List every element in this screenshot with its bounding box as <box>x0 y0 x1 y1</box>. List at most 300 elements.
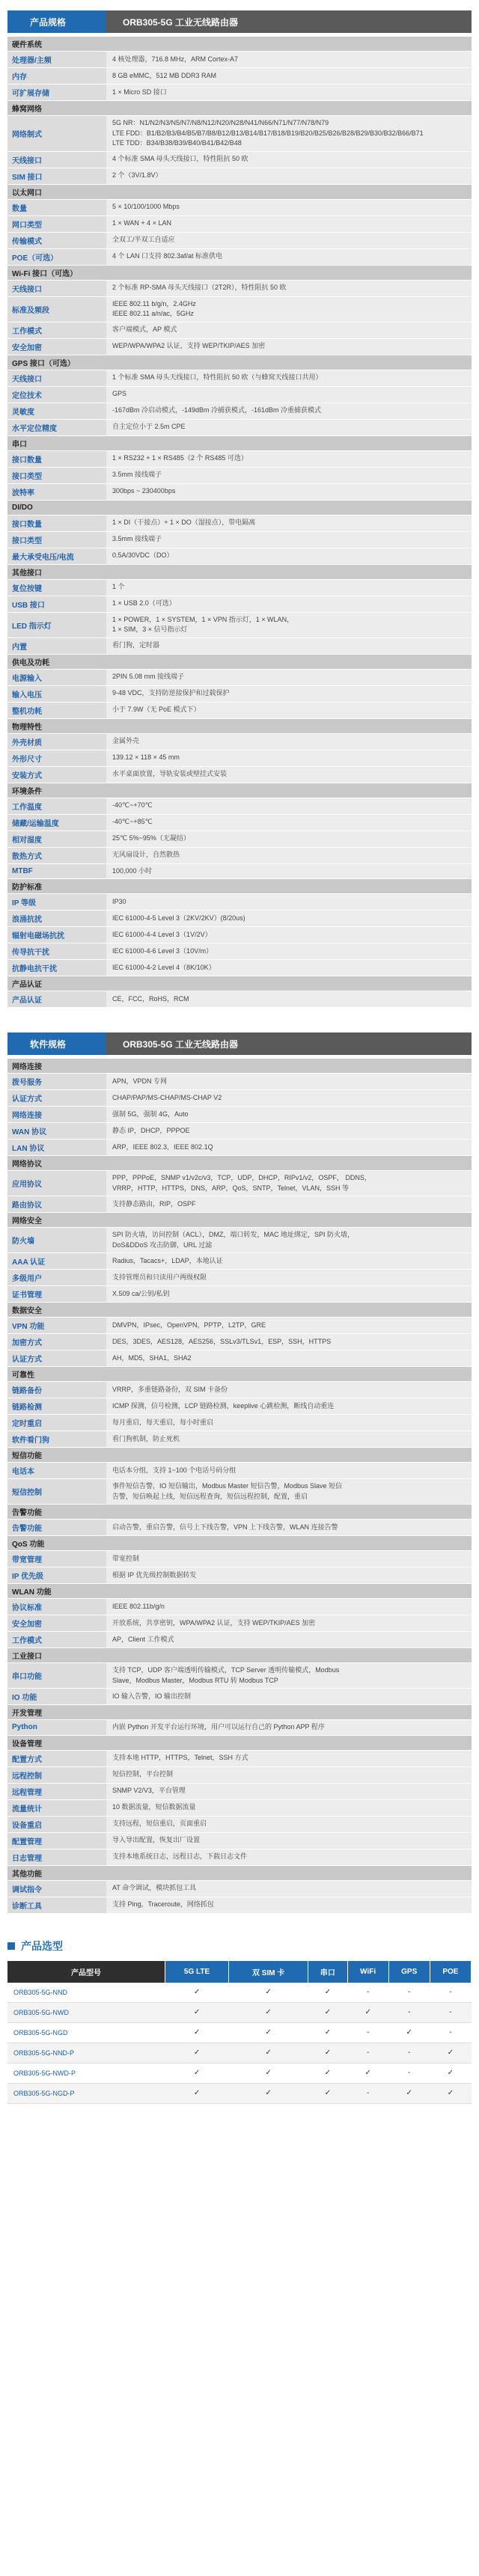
spec-value-text: 300bps ~ 230400bps <box>112 487 176 495</box>
spec-key: AAA 认证 <box>7 1253 106 1269</box>
spec-value <box>106 1663 472 1688</box>
section-header: QoS 功能 <box>7 1535 472 1550</box>
spec-value <box>106 281 472 296</box>
spec-row <box>7 1598 472 1615</box>
spec-value <box>106 638 472 654</box>
section-header: 防护标准 <box>7 878 472 893</box>
hardware-banner-label: 产品规格 <box>7 10 106 33</box>
spec-row <box>7 669 472 685</box>
spec-value-text: 带宽控制 <box>112 1554 140 1562</box>
spec-value-text: 支持本地系统日志，远程日志，下载日志文件 <box>112 1853 248 1861</box>
spec-row <box>7 910 472 926</box>
spec-row <box>7 1750 472 1766</box>
spec-value-text: 支持 Ping，Traceroute，网络抓包 <box>112 1900 214 1909</box>
feature-cell: - <box>347 2022 388 2043</box>
spec-value <box>106 403 472 419</box>
spec-value <box>106 1567 472 1583</box>
spec-value-text: 静态 IP，DHCP，PPPOE <box>112 1126 190 1134</box>
spec-key: WAN 协议 <box>7 1123 106 1139</box>
section-header: WLAN 功能 <box>7 1583 472 1598</box>
spec-value-text: IO 输入告警，IO 输出控制 <box>112 1692 192 1700</box>
spec-row <box>7 1897 472 1913</box>
feature-cell: - <box>388 2043 430 2063</box>
spec-key: 多级用户 <box>7 1270 106 1285</box>
spec-row <box>7 1832 472 1849</box>
spec-row <box>7 1170 472 1196</box>
section-header: 设备管理 <box>7 1735 472 1750</box>
spec-value <box>106 1689 472 1704</box>
spec-row <box>7 1196 472 1212</box>
spec-value-text: IEC 61000-4-2 Level 4（8K/10K） <box>112 963 216 971</box>
spec-key: 定位技术 <box>7 387 106 403</box>
selection-column-header: GPS <box>388 1961 430 1983</box>
spec-value-text: DES，3DES，AES128，AES256，SSLv3/TLSv1，ESP，SSH，HTTPS <box>112 1337 332 1345</box>
selection-row <box>7 1983 472 2003</box>
spec-row <box>7 750 472 766</box>
spec-key: 水平定位精度 <box>7 420 106 435</box>
spec-row <box>7 1550 472 1567</box>
spec-key: 设备重启 <box>7 1817 106 1832</box>
spec-value <box>106 68 472 84</box>
section-header: 物理特性 <box>7 718 472 733</box>
spec-value-text: 支持本地 HTTP，HTTPS，Telnet，SSH 方式 <box>112 1754 248 1762</box>
spec-value <box>106 1074 472 1089</box>
spec-value-text: 1 × WAN + 4 × LAN <box>112 219 171 227</box>
feature-cell: ✓ <box>165 2043 228 2063</box>
feature-cell: - <box>388 1983 430 2003</box>
spec-row <box>7 1285 472 1302</box>
spec-key: 天线接口 <box>7 281 106 296</box>
software-spec-table <box>7 1058 472 1913</box>
spec-value-text: 8 GB eMMC，512 MB DDR3 RAM <box>112 71 217 79</box>
spec-key: 定时重启 <box>7 1415 106 1431</box>
spec-row <box>7 232 472 248</box>
spec-value <box>106 703 472 718</box>
spec-value-text: -40℃~+70℃ <box>112 801 153 810</box>
spec-value-text: 5 × 10/100/1000 Mbps <box>112 203 180 211</box>
spec-value-text: 3.5mm 接线端子 <box>112 471 162 479</box>
spec-key: 安全加密 <box>7 339 106 355</box>
spec-value-text: 支持管理员和只读用户两级权限 <box>112 1273 207 1281</box>
spec-key: 工作温度 <box>7 798 106 814</box>
feature-cell: ✓ <box>229 2063 308 2083</box>
spec-key: 输入电压 <box>7 686 106 702</box>
spec-value <box>106 515 472 531</box>
feature-cell: ✓ <box>347 2063 388 2083</box>
spec-value <box>106 991 472 1007</box>
spec-value <box>106 387 472 403</box>
spec-key: 安装方式 <box>7 767 106 783</box>
spec-key: 整机功耗 <box>7 703 106 718</box>
section-header: 产品认证 <box>7 976 472 991</box>
spec-row <box>7 943 472 959</box>
selection-row <box>7 2063 472 2083</box>
spec-value <box>106 1286 472 1302</box>
spec-row <box>7 1631 472 1648</box>
spec-key: 带宽管理 <box>7 1551 106 1567</box>
spec-row <box>7 1519 472 1535</box>
spec-value <box>106 734 472 750</box>
feature-cell: ✓ <box>308 1983 348 2003</box>
spec-value-text: CE，FCC，RoHS，RCM <box>112 994 189 1003</box>
software-banner-label: 软件规格 <box>7 1032 106 1055</box>
spec-row <box>7 84 472 100</box>
feature-cell: ✓ <box>308 2063 348 2083</box>
spec-value <box>106 1318 472 1333</box>
spec-key: 安全加密 <box>7 1615 106 1631</box>
model-cell: ORB305-5G-NGD-P <box>7 2083 165 2103</box>
spec-key: 工作模式 <box>7 1632 106 1648</box>
spec-value <box>106 168 472 184</box>
spec-row <box>7 280 472 296</box>
feature-cell: ✓ <box>229 2022 308 2043</box>
spec-key: POE（可选） <box>7 249 106 265</box>
spec-key: 链路备份 <box>7 1382 106 1398</box>
spec-key: LED 指示灯 <box>7 613 106 637</box>
spec-value <box>106 1881 472 1897</box>
spec-key: 证书管理 <box>7 1286 106 1302</box>
spec-value <box>106 548 472 564</box>
spec-row <box>7 115 472 151</box>
section-header: 蜂窝网络 <box>7 100 472 115</box>
spec-row <box>7 248 472 265</box>
spec-key: 远程控制 <box>7 1767 106 1783</box>
spec-value <box>106 1850 472 1865</box>
model-cell: ORB305-5G-NND-P <box>7 2043 165 2063</box>
section-header: 网络安全 <box>7 1212 472 1227</box>
spec-key: 相对湿度 <box>7 831 106 847</box>
section-header: 工业接口 <box>7 1648 472 1662</box>
spec-row <box>7 1766 472 1783</box>
spec-value-text: 电话本分组，支持 1~100 个电话号码分组 <box>112 1466 237 1474</box>
section-header: 环境条件 <box>7 783 472 798</box>
spec-key: 拨号服务 <box>7 1074 106 1089</box>
spec-row <box>7 1478 472 1504</box>
spec-key: 认证方式 <box>7 1090 106 1106</box>
spec-key: Python <box>7 1720 106 1735</box>
spec-key: 配置方式 <box>7 1751 106 1766</box>
section-header: 短信功能 <box>7 1447 472 1462</box>
spec-key: 内存 <box>7 68 106 84</box>
feature-cell: ✓ <box>165 2002 228 2022</box>
spec-key: 散热方式 <box>7 848 106 863</box>
spec-value-text: 小于 7.9W（无 PoE 模式下） <box>112 706 201 714</box>
spec-value <box>106 1817 472 1832</box>
spec-row <box>7 1799 472 1816</box>
feature-cell: ✓ <box>308 2002 348 2022</box>
spec-value-text: 1 个标准 SMA 母头天线接口，特性阻抗 50 欧（与蜂窝天线接口共用） <box>112 373 323 382</box>
spec-row <box>7 1462 472 1478</box>
spec-row <box>7 1615 472 1631</box>
spec-key: 串口功能 <box>7 1663 106 1688</box>
feature-cell: ✓ <box>347 2002 388 2022</box>
spec-value <box>106 339 472 355</box>
spec-key: 数量 <box>7 200 106 215</box>
selection-column-header: 产品型号 <box>7 1961 165 1983</box>
model-cell: ORB305-5G-NWD <box>7 2002 165 2022</box>
feature-cell: ✓ <box>308 2022 348 2043</box>
spec-value <box>106 927 472 943</box>
feature-cell: ✓ <box>308 2043 348 2063</box>
spec-value <box>106 484 472 500</box>
spec-value-text: 3.5mm 接线端子 <box>112 535 162 543</box>
spec-value <box>106 1139 472 1155</box>
feature-cell: ✓ <box>388 2022 430 2043</box>
spec-row <box>7 1414 472 1431</box>
spec-value <box>106 152 472 168</box>
spec-value-text: ARP，IEEE 802.3，IEEE 802.1Q <box>112 1142 213 1151</box>
spec-row <box>7 959 472 976</box>
selection-row <box>7 2002 472 2022</box>
spec-row <box>7 863 472 879</box>
spec-key: IO 功能 <box>7 1689 106 1704</box>
spec-value-text: 1 个 <box>112 583 125 591</box>
spec-value <box>106 596 472 612</box>
spec-value-text: IP30 <box>112 897 126 905</box>
spec-key: IP 优先级 <box>7 1567 106 1583</box>
spec-value-text: 客户端模式，AP 模式 <box>112 325 177 334</box>
spec-value <box>106 85 472 100</box>
spec-row <box>7 296 472 322</box>
spec-row <box>7 199 472 215</box>
spec-value <box>106 1398 472 1414</box>
spec-key: 网络制式 <box>7 116 106 151</box>
feature-cell: - <box>347 2043 388 2063</box>
spec-value <box>106 767 472 783</box>
spec-row <box>7 1816 472 1832</box>
spec-key: 可扩展存储 <box>7 85 106 100</box>
selection-column-header: 双 SIM 卡 <box>229 1961 308 1983</box>
feature-cell: - <box>430 2022 471 2043</box>
spec-value <box>106 670 472 685</box>
spec-key: 外壳材质 <box>7 734 106 750</box>
spec-row <box>7 991 472 1007</box>
spec-row <box>7 1122 472 1139</box>
spec-key: 辐射电磁场抗扰 <box>7 927 106 943</box>
spec-key: VPN 功能 <box>7 1318 106 1333</box>
spec-value-text: 25℃ 5%~95%（无凝结） <box>112 834 190 842</box>
spec-value <box>106 1551 472 1567</box>
spec-key: 复位按键 <box>7 580 106 596</box>
spec-sheet <box>7 0 472 2104</box>
section-header: Wi-Fi 接口（可选） <box>7 265 472 280</box>
selection-column-header: 5G LTE <box>165 1961 228 1983</box>
spec-key: 调试指令 <box>7 1881 106 1897</box>
selection-heading <box>7 1939 472 1954</box>
spec-value <box>106 1196 472 1212</box>
model-cell: ORB305-5G-NWD-P <box>7 2063 165 2083</box>
spec-row <box>7 1719 472 1735</box>
spec-key: 软件看门狗 <box>7 1431 106 1447</box>
spec-value <box>106 1897 472 1913</box>
selection-body <box>7 1983 472 2104</box>
spec-value <box>106 686 472 702</box>
spec-value-text: 1 × USB 2.0（可选） <box>112 599 176 608</box>
selection-column-header: WiFi <box>347 1961 388 1983</box>
spec-row <box>7 403 472 419</box>
spec-row <box>7 548 472 564</box>
section-header: 供电及功耗 <box>7 654 472 669</box>
spec-value-text: AH，MD5，SHA1，SHA2 <box>112 1353 192 1362</box>
spec-row <box>7 579 472 596</box>
selection-title: 产品选型 <box>21 1939 63 1952</box>
spec-key: 网口类型 <box>7 216 106 232</box>
spec-row <box>7 1350 472 1366</box>
spec-value <box>106 815 472 830</box>
spec-row <box>7 168 472 184</box>
spec-value <box>106 1090 472 1106</box>
spec-row <box>7 798 472 814</box>
spec-row <box>7 596 472 612</box>
software-banner-product: ORB305-5G 工业无线路由器 <box>106 1032 472 1055</box>
spec-value <box>106 200 472 215</box>
spec-value <box>106 798 472 814</box>
feature-cell: ✓ <box>165 1983 228 2003</box>
spec-key: 接口数量 <box>7 515 106 531</box>
spec-key: 接口类型 <box>7 532 106 548</box>
spec-row <box>7 814 472 830</box>
spec-value <box>106 249 472 265</box>
spec-key: 天线接口 <box>7 370 106 386</box>
spec-value-text: SNMP V2/V3，平台管理 <box>112 1787 186 1795</box>
spec-row <box>7 766 472 783</box>
spec-value-text: 2PIN 5.08 mm 接线端子 <box>112 673 185 681</box>
feature-cell: ✓ <box>165 2063 228 2083</box>
spec-key: 最大承受电压/电流 <box>7 548 106 564</box>
selection-column-header: POE <box>430 1961 471 1983</box>
spec-key: 传输模式 <box>7 233 106 248</box>
spec-key: 传导抗干扰 <box>7 943 106 959</box>
spec-row <box>7 1431 472 1447</box>
spec-row <box>7 1381 472 1398</box>
spec-value <box>106 1520 472 1535</box>
spec-row <box>7 1227 472 1252</box>
spec-value <box>106 943 472 959</box>
spec-value-text: 10 数据流量，短信数据流量 <box>112 1803 196 1811</box>
feature-cell: ✓ <box>308 2083 348 2103</box>
spec-value <box>106 1720 472 1735</box>
spec-value-text: 内嵌 Python 开发平台运行环境，用户可以运行自己的 Python APP 程序 <box>112 1723 325 1731</box>
spec-key: MTBF <box>7 864 106 879</box>
spec-value <box>106 1767 472 1783</box>
spec-value <box>106 1253 472 1269</box>
spec-row <box>7 215 472 232</box>
section-header: DI/DO <box>7 500 472 515</box>
spec-value-text: X.509 ca/公钥/私钥 <box>112 1289 170 1297</box>
spec-value-text: 开放系统，共享密钥，WPA/WPA2 认证，支持 WEP/TKIP/AES 加密 <box>112 1618 316 1627</box>
section-header: 网络连接 <box>7 1058 472 1073</box>
spec-key: 流量统计 <box>7 1800 106 1816</box>
spec-value <box>106 1479 472 1504</box>
spec-value-text: 根据 IP 优先级控制数据转发 <box>112 1570 197 1579</box>
spec-row <box>7 702 472 718</box>
selection-table <box>7 1961 472 2104</box>
spec-row <box>7 1849 472 1865</box>
spec-value-text: Radius，Tacacs+，LDAP，本地认证 <box>112 1256 223 1264</box>
spec-row <box>7 1139 472 1155</box>
spec-key: 应用协议 <box>7 1171 106 1196</box>
spec-value <box>106 864 472 879</box>
spec-value-text: 4 核处理器，716.8 MHz，ARM Cortex-A7 <box>112 55 239 63</box>
spec-value <box>106 370 472 386</box>
spec-value-text: IEC 61000-4-6 Level 3（10V/m） <box>112 946 213 955</box>
feature-cell: - <box>430 1983 471 2003</box>
spec-row <box>7 386 472 403</box>
spec-value <box>106 1751 472 1766</box>
selection-row <box>7 2043 472 2063</box>
feature-cell: ✓ <box>229 2043 308 2063</box>
spec-value <box>106 580 472 596</box>
spec-row <box>7 1783 472 1799</box>
selection-column-header: 串口 <box>308 1961 348 1983</box>
spec-row <box>7 1880 472 1897</box>
spec-value <box>106 613 472 637</box>
spec-value-text: 自主定位小于 2.5m CPE <box>112 423 186 431</box>
spec-row <box>7 1317 472 1333</box>
feature-cell: ✓ <box>229 2002 308 2022</box>
spec-key: 短信控制 <box>7 1479 106 1504</box>
spec-value-text: -40℃~+85℃ <box>112 818 153 826</box>
spec-value <box>106 1632 472 1648</box>
spec-value-text: 看门狗，定时器 <box>112 641 160 649</box>
spec-value <box>106 52 472 67</box>
feature-cell: - <box>347 1983 388 2003</box>
spec-value-text: APN，VPDN 专网 <box>112 1077 168 1085</box>
spec-value <box>106 1171 472 1196</box>
spec-value <box>106 750 472 766</box>
software-banner <box>7 1032 472 1055</box>
spec-row <box>7 67 472 84</box>
spec-key: USB 接口 <box>7 596 106 612</box>
spec-value-text: WEP/WPA/WPA2 认证，支持 WEP/TKIP/AES 加密 <box>112 342 266 350</box>
spec-value-text: 1 × POWER，1 × SYSTEM，1 × VPN 指示灯，1 × WLAN， 1 × SIM，3 × 信号指示灯 <box>112 615 294 633</box>
spec-value-text: 强制 5G，强制 4G，Auto <box>112 1110 189 1118</box>
spec-value <box>106 233 472 248</box>
spec-value-text: IEEE 802.11 b/g/n，2.4GHz IEEE 802.11 a/n/ac，5GHz <box>112 299 196 317</box>
spec-row <box>7 1567 472 1583</box>
feature-cell: ✓ <box>229 1983 308 2003</box>
spec-key: 诊断工具 <box>7 1897 106 1913</box>
spec-key: 储藏/运输温度 <box>7 815 106 830</box>
spec-value-text: 支持静态路由，RIP，OSPF <box>112 1199 196 1208</box>
spec-value <box>106 894 472 910</box>
spec-value <box>106 1431 472 1447</box>
spec-value-text: 5G NR：N1/N2/N3/N5/N7/N8/N12/N20/N28/N41/N66/N71/N77/N78/N79 LTE FDD：B1/B2/B3/B4/B5/B7/B8/B12/B13/B14/B17/B18/B19/B20/B25/B26/B28/B29/B30/B32/B66/B71 LTE TDD：B34/B38/B39/B40/B41/B42/B48 <box>112 119 424 147</box>
spec-row <box>7 338 472 355</box>
spec-row <box>7 1688 472 1704</box>
section-header: 串口 <box>7 435 472 450</box>
spec-value <box>106 831 472 847</box>
spec-key: 天线接口 <box>7 152 106 168</box>
spec-key: 接口数量 <box>7 451 106 467</box>
spec-key: 内置 <box>7 638 106 654</box>
spec-row <box>7 893 472 910</box>
spec-value-text: 水平桌面放置，导轨安装或壁挂式安装 <box>112 770 228 778</box>
spec-value <box>106 1107 472 1122</box>
spec-value-text: 9-48 VDC，支持防逆接保护和过载保护 <box>112 689 230 697</box>
spec-key: 工作模式 <box>7 322 106 338</box>
spec-value <box>106 1800 472 1816</box>
spec-row <box>7 733 472 750</box>
spec-key: IP 等级 <box>7 894 106 910</box>
feature-cell: ✓ <box>430 2043 471 2063</box>
section-header: 开发管理 <box>7 1704 472 1719</box>
spec-value-text: 金属外壳 <box>112 737 140 745</box>
spec-value-text: AP，Client 工作模式 <box>112 1635 174 1643</box>
spec-value <box>106 297 472 322</box>
spec-row <box>7 1398 472 1414</box>
feature-cell: - <box>388 2063 430 2083</box>
